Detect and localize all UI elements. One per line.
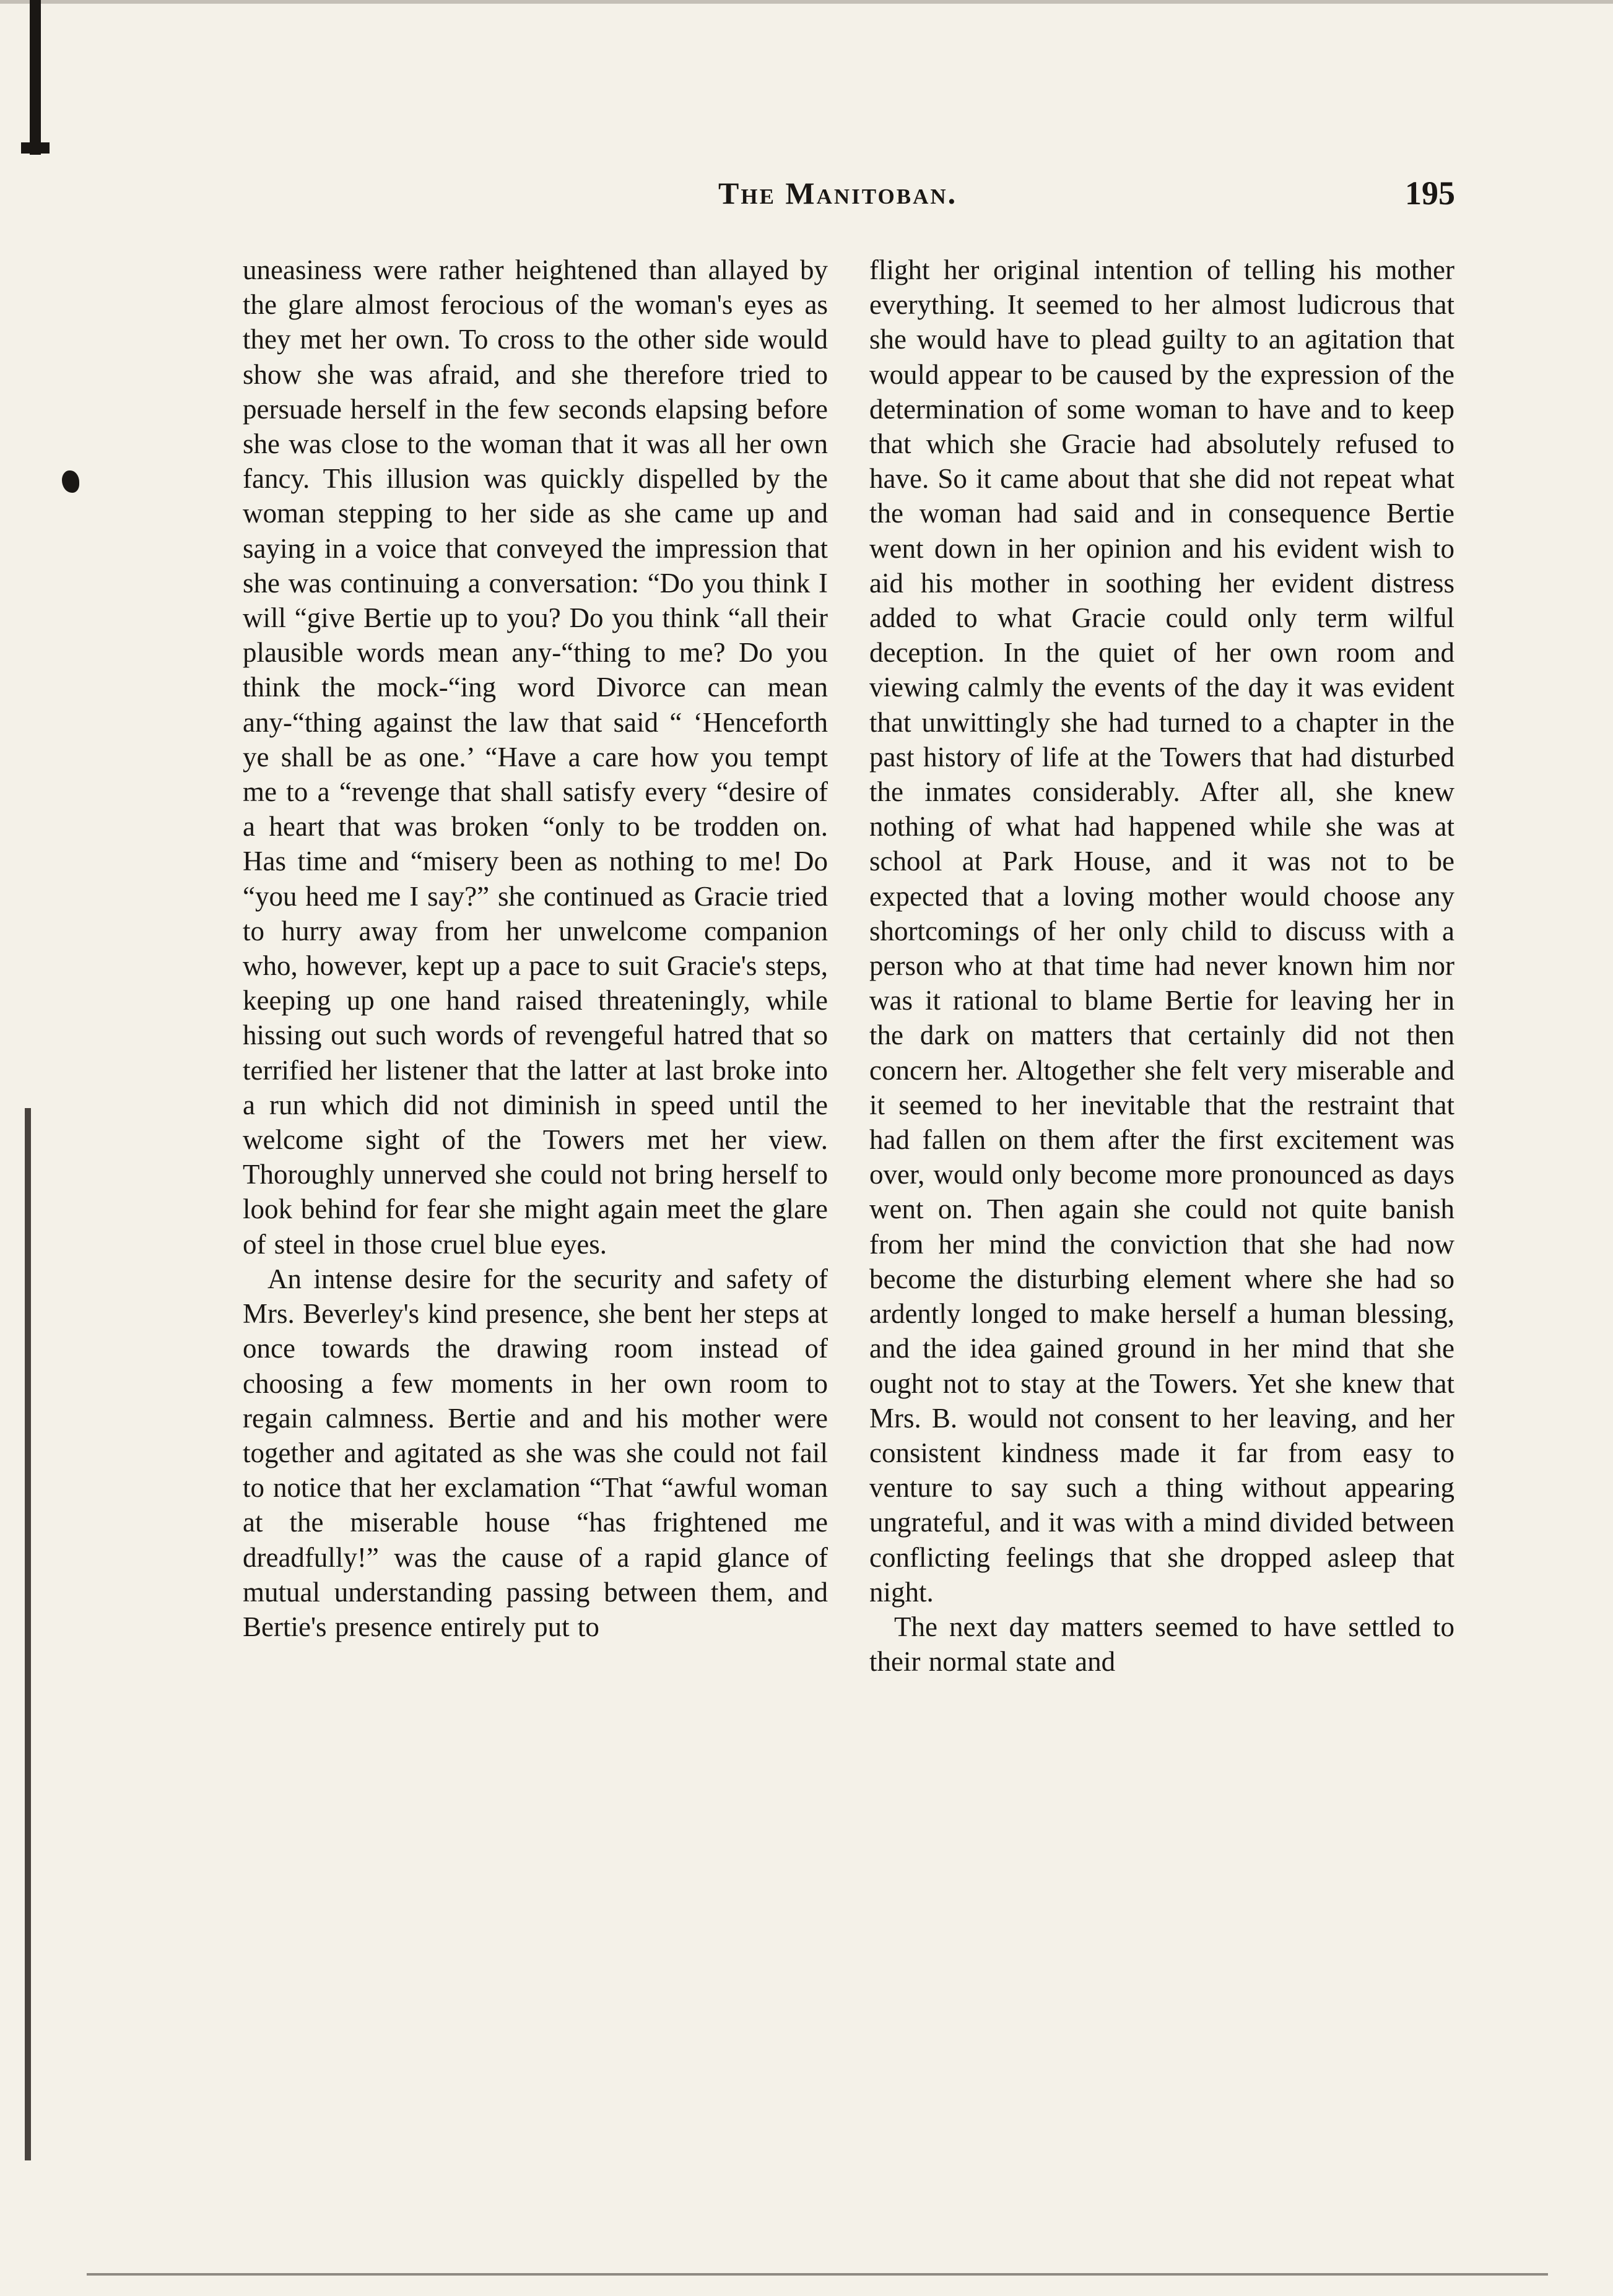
right-column [869, 253, 1454, 1679]
left-paragraph-1: uneasiness were rather heightened than allayed by the glare almost ferocious of the woman's eyes as they met her own. To cross to the other side would show she was afraid, and she therefore tried to persuade herself in the few seconds elapsing before she was close to the woman that it was all her own fancy. This illusion was quickly dispelled by the woman stepping to her side as she came up and saying in a voice that conveyed the impression that she was continuing a conversation: “Do you think I will “give Bertie up to you? Do you think “all their plausible words mean any-“thing to me? Do you think the mock-“ing word Divorce can mean any-“thing against the law that said “ ‘Henceforth ye shall be as one.’ “Have a care how you tempt me to a “revenge that shall satisfy every “desire of a heart that was broken “only to be trodden on. Has time and “misery been as nothing to me! Do “you heed me I say?” she continued as Gracie tried to hurry away from her unwelcome companion who, however, kept up a pace to suit Gracie's steps, keeping up one hand raised threateningly, while hissing out such words of revengeful hatred that so terrified her listener that the latter at last broke into a run which did not diminish in speed until the welcome sight of the Towers met her view. Thoroughly unnerved she could not bring herself to look behind for fear she might again meet the glare of steel in those cruel blue eyes. [243, 254, 828, 1260]
left-paragraph-2: An intense desire for the security and safety of Mrs. Beverley's kind presence, she bent her steps at once towards the drawing room instead of choosing a few moments in her own room to regain calmness. Bertie and and his mother were together and agitated as she was she could not fail to notice that her exclamation “That “awful woman at the miserable house “has frightened me dreadfully!” was the cause of a rapid glance of mutual understanding passing between them, and Bertie's presence entirely put to [243, 1263, 828, 1642]
right-paragraph-1: flight her original intention of telling his mother everything. It seemed to her almost ludicrous that she would have to plead guilty to an agitation that would appear to be caused by the expression of the determination of some woman to have and to keep that which she Gracie had absolutely refused to have. So it came about that she did not repeat what the woman had said and in consequence Bertie went down in her opinion and his evident wish to aid his mother in soothing her evident distress added to what Gracie could only term wilful deception. In the quiet of her own room and viewing calmly the events of the day it was evident that unwittingly she had turned to a chapter in the past history of life at the Towers that had disturbed the inmates considerably. After all, she knew nothing of what had happened while she was at school at Park House, and it was not to be expected that a loving mother would choose any shortcomings of her only child to discuss with a person who at that time had never known him nor was it rational to blame Bertie for leaving her in the dark on matters that certainly did not then concern her. Altogether she felt very miserable and it seemed to her inevitable that the restraint that had fallen on them after the first excitement was over, would only become more pronounced as days went on. Then again she could not quite banish from her mind the conviction that she had now become the disturbing element where she had so ardently longed to make herself a human blessing, and the idea gained ground in her mind that she ought not to stay at the Towers. Yet she knew that Mrs. B. would not consent to her leaving, and her consistent kindness made it far from easy to venture to say such a thing without appearing ungrateful, and it was with a mind divided between conflicting feelings that she dropped asleep that night. [869, 254, 1454, 1608]
ink-smudge [62, 470, 79, 493]
binding-edge-line [25, 1108, 31, 2160]
bottom-edge-line [87, 2273, 1548, 2276]
left-column [243, 253, 828, 1644]
right-paragraph-2: The next day matters seemed to have settled to their normal state and [869, 1611, 1454, 1678]
running-head: The Manitoban. [718, 176, 958, 210]
page-header [718, 168, 1474, 218]
binding-mark-top [30, 0, 41, 155]
top-edge-shadow [0, 0, 1613, 4]
page-number: 195 [1405, 175, 1455, 212]
